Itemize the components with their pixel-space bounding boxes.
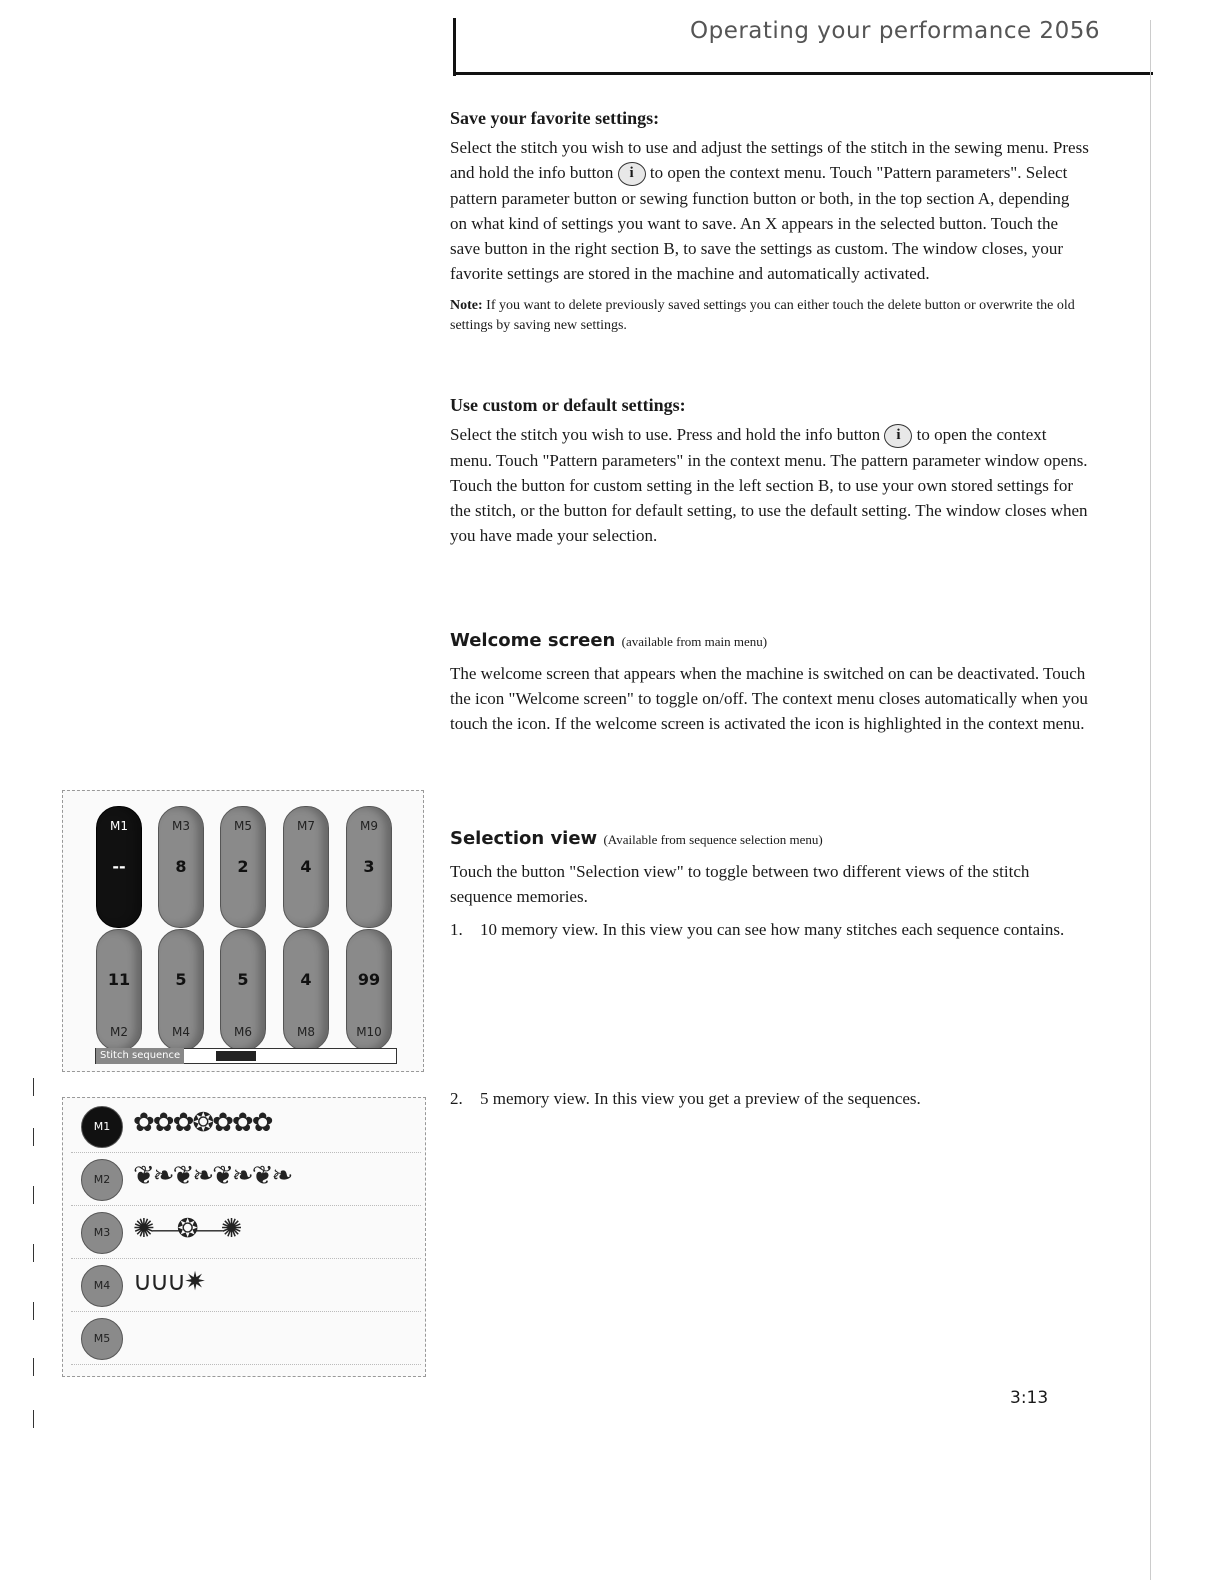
selection-item-2 [450, 1086, 1090, 1111]
memory-count: 2 [237, 857, 249, 876]
memory-button-m3[interactable] [158, 806, 204, 928]
memory-label: M3 [172, 819, 190, 833]
stitch-preview: ✺—❂—✺ [133, 1214, 241, 1243]
memory-label: M6 [234, 1025, 252, 1039]
note-text: If you want to delete previously saved settings you can either touch the delete button or overwrite the old settings by saving new settings. [450, 298, 1075, 334]
memory-circle-m5[interactable]: M5 [81, 1318, 123, 1360]
custom-heading: Use custom or default settings: [450, 395, 686, 415]
memory-circle-m3[interactable]: M3 [81, 1212, 123, 1254]
ten-memory-view-panel [62, 790, 424, 1072]
status-fill [216, 1051, 256, 1061]
item-2-text: 5 memory view. In this view you get a preview of the sequences. [480, 1089, 921, 1108]
selection-paragraph: Touch the button "Selection view" to toggle between two different views of the stitch sequence memories. [450, 862, 1030, 906]
memory-button-m7[interactable] [283, 806, 329, 928]
memory-circle-m4[interactable]: M4 [81, 1265, 123, 1307]
save-heading: Save your favorite settings: [450, 108, 660, 128]
memory-button-m1[interactable] [96, 806, 142, 928]
page-edge-rule [1150, 20, 1151, 1580]
welcome-paragraph: The welcome screen that appears when the machine is switched on can be deactivated. Touch the icon "Welcome screen" to toggle on/off. The context menu closes automatically when you touch the icon. If the welcome screen is activated the icon is highlighted in the context menu. [450, 664, 1088, 733]
custom-section [450, 395, 1090, 548]
memory-label: M10 [356, 1025, 382, 1039]
memory-label: M2 [110, 1025, 128, 1039]
memory-label: M4 [172, 1025, 190, 1039]
selection-heading-sub: (Available from sequence selection menu) [603, 832, 823, 847]
memory-circle-m1[interactable]: M1 [81, 1106, 123, 1148]
memory-count: 3 [363, 857, 375, 876]
memory-count: 5 [237, 970, 249, 989]
item-1-number: 1. [450, 920, 463, 939]
selection-section [450, 828, 1090, 942]
info-button-icon: i [884, 424, 912, 448]
save-text-2: to open the context menu. Touch "Pattern parameters". Select pattern parameter button or sewing function button or both, in the top section A, depending on what kind of settings you want to save. An X appears in the selected button. Touch the save button in the right section B, to save the settings as custom. The window closes, your favorite settings are stored in the machine and automatically activated. [450, 163, 1070, 284]
selection-heading-text: Selection view [450, 828, 598, 849]
stitch-sequence-status-bar [95, 1048, 397, 1064]
page-number: 3:13 [1010, 1388, 1049, 1408]
selection-heading [450, 828, 1090, 849]
welcome-heading [450, 630, 1090, 651]
status-label: Stitch sequence [96, 1048, 184, 1064]
info-button-icon: i [618, 162, 646, 186]
memory-label: M7 [297, 819, 315, 833]
memory-row-m5[interactable] [71, 1314, 421, 1365]
item-2-number: 2. [450, 1089, 463, 1108]
save-section [450, 108, 1090, 336]
memory-row-m2[interactable] [71, 1155, 421, 1206]
memory-button-m10[interactable] [346, 929, 392, 1051]
custom-paragraph [450, 422, 1090, 548]
memory-count: 8 [175, 857, 187, 876]
welcome-section [450, 630, 1090, 736]
welcome-heading-text: Welcome screen [450, 630, 616, 651]
memory-button-m9[interactable] [346, 806, 392, 928]
stitch-preview: ❦❧❦❧❦❧❦❧ [133, 1161, 292, 1190]
item-1-text: 10 memory view. In this view you can see how many stitches each sequence contains. [480, 920, 1065, 939]
stitch-preview: ∪∪∪✷ [133, 1267, 204, 1296]
save-text-1: Select the stitch you wish to use and adjust the settings of the stitch in the sewing menu. Press and hold the info button [450, 138, 1089, 182]
memory-row-m4[interactable] [71, 1261, 421, 1312]
memory-label: M8 [297, 1025, 315, 1039]
memory-count: 5 [175, 970, 187, 989]
header-horizontal-rule [453, 72, 1153, 75]
stitch-preview: ✿✿✿❂✿✿✿ [133, 1108, 272, 1137]
memory-count: 4 [300, 970, 312, 989]
memory-label: M1 [110, 819, 128, 833]
memory-count: 11 [107, 970, 131, 989]
memory-button-m6[interactable] [220, 929, 266, 1051]
memory-button-m5[interactable] [220, 806, 266, 928]
memory-count: 4 [300, 857, 312, 876]
memory-row-m3[interactable] [71, 1208, 421, 1259]
custom-text-2: to open the context menu. Touch "Pattern parameters" in the context menu. The pattern parameter window opens. Touch the button for custom setting in the left section B, to use your own stored settings for the stitch, or the button for default setting, to use the default setting. The window closes when you have made your selection. [450, 425, 1088, 546]
save-note [450, 296, 1090, 336]
memory-label: M9 [360, 819, 378, 833]
memory-row-m1[interactable] [71, 1102, 421, 1153]
page-header-title: Operating your performance 2056 [690, 18, 1100, 44]
memory-count: -- [112, 857, 126, 876]
header-vertical-rule [453, 18, 456, 76]
memory-circle-m2[interactable]: M2 [81, 1159, 123, 1201]
five-memory-view-panel [62, 1097, 426, 1377]
save-paragraph [450, 135, 1090, 286]
memory-button-m2[interactable] [96, 929, 142, 1051]
note-label: Note: [450, 298, 483, 314]
welcome-heading-sub: (available from main menu) [621, 634, 768, 649]
memory-label: M5 [234, 819, 252, 833]
custom-text-1: Select the stitch you wish to use. Press and hold the info button [450, 425, 881, 444]
memory-count: 99 [357, 970, 381, 989]
memory-button-m8[interactable] [283, 929, 329, 1051]
selection-item-1 [450, 917, 1090, 942]
memory-button-m4[interactable] [158, 929, 204, 1051]
